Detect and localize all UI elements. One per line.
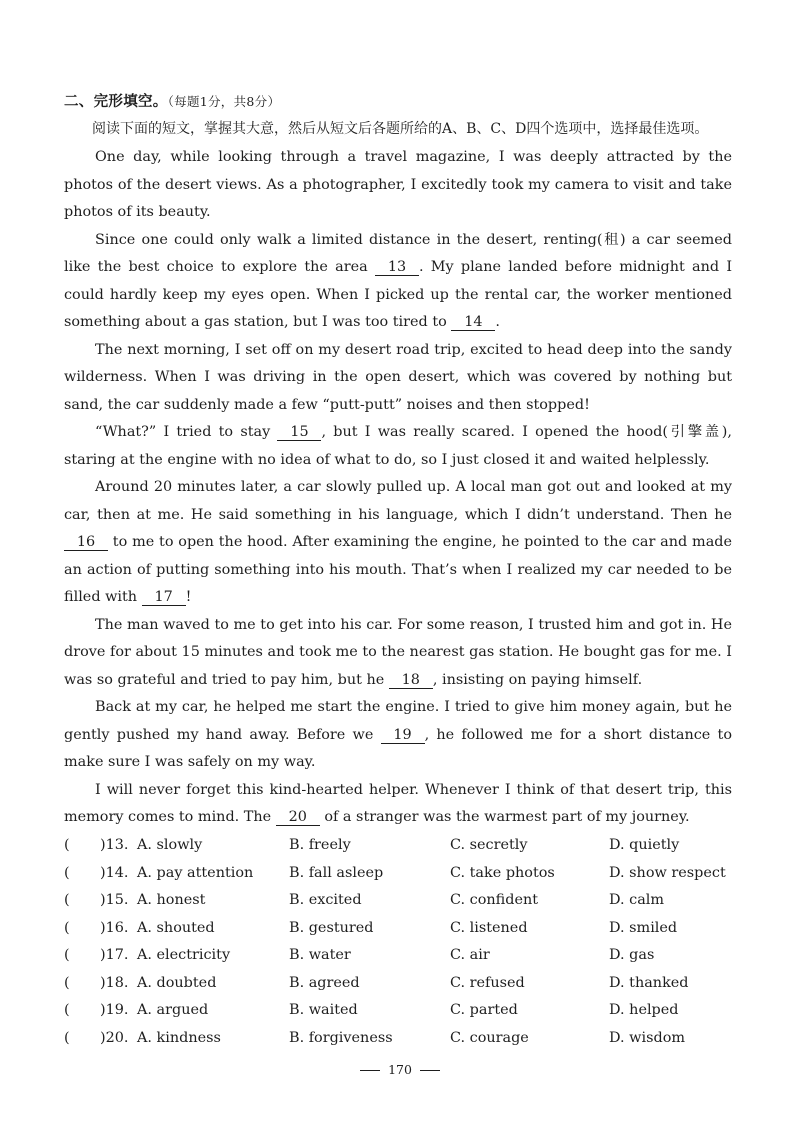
answer-paren[interactable]: ( (64, 1002, 70, 1018)
option-d[interactable]: D. calm (609, 892, 665, 908)
question-row-15 (64, 888, 744, 916)
section-score-note: （每题1分，共8分） (167, 94, 281, 109)
section-heading (64, 90, 280, 111)
question-row-20 (64, 1026, 744, 1054)
paragraph-2: Since one could only walk a limited distance in the desert, renting(租) a car seemed like the best choice to explore the area 13 . My plane landed before midnight and I could hardly keep my eyes open. When I picked up the rental car, the worker mentioned something about a gas station, but I was too tired to 14 . (64, 231, 733, 330)
option-c[interactable]: C. secretly (450, 837, 528, 853)
answer-paren[interactable]: ( (64, 1029, 70, 1046)
cloze-passage (64, 144, 732, 832)
answer-options (64, 833, 744, 1053)
option-a[interactable]: A. honest (137, 892, 206, 908)
answer-paren[interactable]: ( (64, 919, 70, 936)
footer-dash-left (360, 1070, 380, 1071)
option-d[interactable]: D. show respect (609, 864, 726, 881)
question-number: )16. (100, 919, 129, 936)
paragraph-8: I will never forget this kind-hearted helper. Whenever I think of that desert trip, this memory comes to mind. The 20 of a stranger was the warmest part of my journey. (64, 781, 732, 825)
option-d[interactable]: D. smiled (609, 919, 678, 936)
question-row-13 (64, 833, 744, 861)
question-row-19 (64, 998, 744, 1026)
paragraph-3: The next morning, I set off on my desert road trip, excited to head deep into the sandy wilderness. When I was driving in the open desert, which was covered by nothing but sand, the car suddenly made a few “putt-putt” noises and then stopped! (64, 341, 732, 413)
section-title: 二、完形填空。 (64, 94, 168, 110)
option-b[interactable]: B. fall asleep (289, 864, 384, 881)
option-d[interactable]: D. gas (609, 947, 655, 963)
blank-19: 19 (381, 728, 425, 744)
option-a[interactable]: A. doubted (137, 974, 217, 991)
option-c[interactable]: C. confident (450, 892, 539, 908)
instruction-text: 阅读下面的短文，掌握其大意，然后从短文后各题所给的A、B、C、D四个选项中，选择最佳选项。 (92, 121, 709, 137)
answer-paren[interactable]: ( (64, 947, 70, 963)
option-b[interactable]: B. freely (289, 837, 351, 853)
answer-paren[interactable]: ( (64, 864, 70, 881)
option-d[interactable]: D. thanked (609, 974, 689, 991)
option-b[interactable]: B. gestured (289, 919, 374, 936)
option-b[interactable]: B. excited (289, 892, 362, 908)
paragraph-6: The man waved to me to get into his car. For some reason, I trusted him and got in. He drove for about 15 minutes and took me to the nearest gas station. He bought gas for me. I was so grateful and tried to pay him, but he 18 , insisting on paying himself. (64, 616, 732, 688)
option-a[interactable]: A. argued (137, 1002, 209, 1018)
page-footer (0, 1062, 800, 1077)
footer-dash-right (420, 1070, 440, 1071)
question-number: )18. (100, 974, 129, 991)
option-a[interactable]: A. shouted (137, 919, 215, 936)
option-c[interactable]: C. take photos (450, 864, 555, 881)
question-row-16 (64, 916, 744, 944)
option-a[interactable]: A. pay attention (137, 864, 254, 881)
option-b[interactable]: B. forgiveness (289, 1029, 393, 1046)
option-c[interactable]: C. parted (450, 1002, 518, 1018)
question-number: )15. (100, 892, 129, 908)
question-number: )14. (100, 864, 129, 881)
question-number: )20. (100, 1029, 129, 1046)
page-number: 170 (388, 1062, 412, 1077)
paragraph-1: One day, while looking through a travel magazine, I was deeply attracted by the photos of the desert views. As a photographer, I excitedly took my camera to visit and take photos of its beauty. (64, 149, 732, 220)
answer-paren[interactable]: ( (64, 837, 70, 853)
question-row-14 (64, 861, 744, 889)
option-a[interactable]: A. electricity (137, 947, 231, 963)
blank-20: 20 (276, 810, 320, 826)
option-d[interactable]: D. wisdom (609, 1029, 686, 1046)
answer-paren[interactable]: ( (64, 892, 70, 908)
blank-17: 17 (142, 590, 186, 606)
option-c[interactable]: C. air (450, 947, 490, 963)
blank-15: 15 (277, 425, 321, 441)
paragraph-5: Around 20 minutes later, a car slowly pulled up. A local man got out and looked at my car, then at me. He said something in his language, which I didn’t understand. Then he 16 to me to open the hood. After examining the engine, he pointed to the car and made an action of putting something into his mouth. That’s when I realized my car needed to be filled with 17 ! (64, 479, 732, 605)
question-number: )19. (100, 1002, 129, 1018)
question-number: )13. (100, 837, 129, 853)
blank-14: 14 (451, 315, 495, 331)
option-b[interactable]: B. agreed (289, 974, 360, 991)
paragraph-4: “What?” I tried to stay 15 , but I was really scared. I opened the hood(引擎盖), staring at the engine with no idea of what to do, so I just closed it and waited helplessly. (64, 424, 732, 468)
blank-13: 13 (375, 260, 419, 276)
option-c[interactable]: C. listened (450, 919, 528, 936)
question-row-17 (64, 943, 744, 971)
paragraph-7: Back at my car, he helped me start the engine. I tried to give him money again, but he gently pushed my hand away. Before we 19 , he followed me for a short distance to make sure I was safely on my way. (64, 699, 732, 770)
option-d[interactable]: D. helped (609, 1002, 679, 1018)
blank-16: 16 (64, 535, 108, 551)
option-a[interactable]: A. slowly (137, 837, 203, 853)
option-d[interactable]: D. quietly (609, 837, 680, 853)
option-c[interactable]: C. refused (450, 974, 525, 991)
blank-18: 18 (389, 673, 433, 689)
option-b[interactable]: B. water (289, 947, 351, 963)
option-c[interactable]: C. courage (450, 1029, 529, 1046)
option-b[interactable]: B. waited (289, 1002, 358, 1018)
question-row-18 (64, 971, 744, 999)
answer-paren[interactable]: ( (64, 974, 70, 991)
option-a[interactable]: A. kindness (137, 1029, 221, 1046)
question-number: )17. (100, 947, 129, 963)
